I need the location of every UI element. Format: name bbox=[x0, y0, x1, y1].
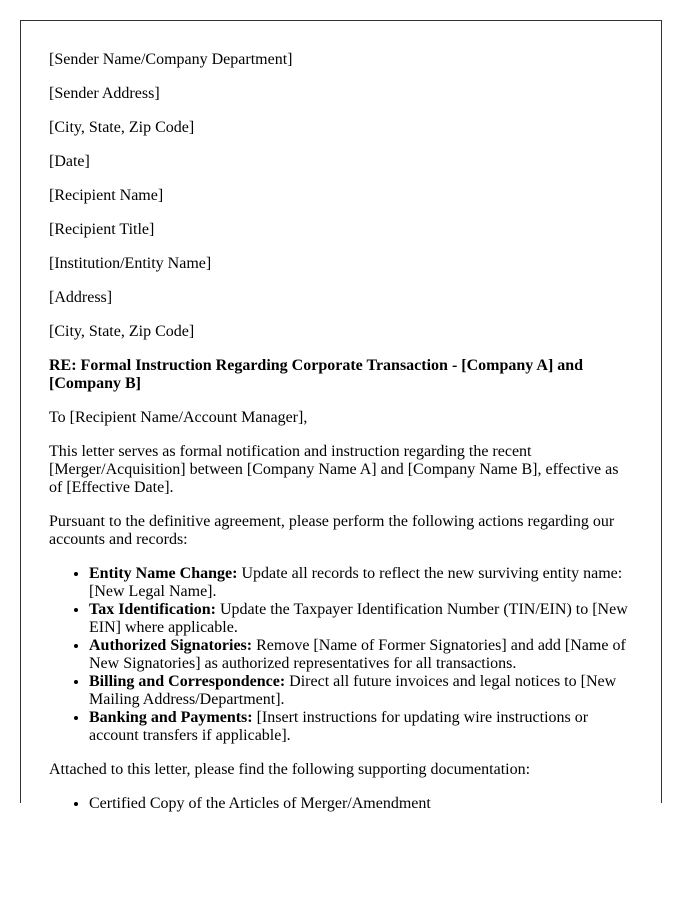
actions-intro: Pursuant to the definitive agreement, please perform the following actions regarding our accounts and records: bbox=[49, 513, 615, 548]
salutation: To [Recipient Name/Account Manager], bbox=[49, 409, 308, 426]
attachments-intro: Attached to this letter, please find the following supporting documentation: bbox=[49, 761, 531, 778]
list-item: • Certified Copy of the Articles of Merger/Amendment bbox=[89, 795, 632, 813]
sender-address: [Sender Address] bbox=[49, 85, 160, 102]
intro-paragraph: This letter serves as formal notification and instruction regarding the recent [Merger/Acquisition] between [Company Name A] and [Company Name B], effective as of [Effective Date]. bbox=[49, 443, 619, 496]
list-item: • Authorized Signatories: Remove [Name of Former Signatories] and add [Name of New Signatories] as authorized representatives for all transactions. bbox=[89, 637, 632, 673]
sender-city: [City, State, Zip Code] bbox=[49, 119, 195, 136]
recipient-address: [Address] bbox=[49, 289, 113, 306]
list-item: • Entity Name Change: Update all records to reflect the new surviving entity name: [New Legal Name]. bbox=[89, 565, 632, 601]
list-item: • Tax Identification: Update the Taxpayer Identification Number (TIN/EIN) to [New EIN] where applicable. bbox=[89, 601, 632, 637]
list-item: • Billing and Correspondence: Direct all future invoices and legal notices to [New Mailing Address/Department]. bbox=[89, 673, 632, 709]
recipient-name: [Recipient Name] bbox=[49, 187, 164, 204]
actions-list bbox=[49, 565, 632, 745]
letter-document bbox=[20, 20, 662, 812]
institution-name: [Institution/Entity Name] bbox=[49, 255, 212, 272]
date: [Date] bbox=[49, 153, 90, 170]
recipient-city: [City, State, Zip Code] bbox=[49, 323, 195, 340]
attachments-list bbox=[49, 795, 632, 813]
sender-name: [Sender Name/Company Department] bbox=[49, 51, 293, 68]
recipient-title: [Recipient Title] bbox=[49, 221, 155, 238]
subject-line: RE: Formal Instruction Regarding Corporate Transaction - [Company A] and [Company B] bbox=[49, 357, 584, 392]
list-item: • Banking and Payments: [Insert instructions for updating wire instructions or account transfers if applicable]. bbox=[89, 709, 632, 745]
